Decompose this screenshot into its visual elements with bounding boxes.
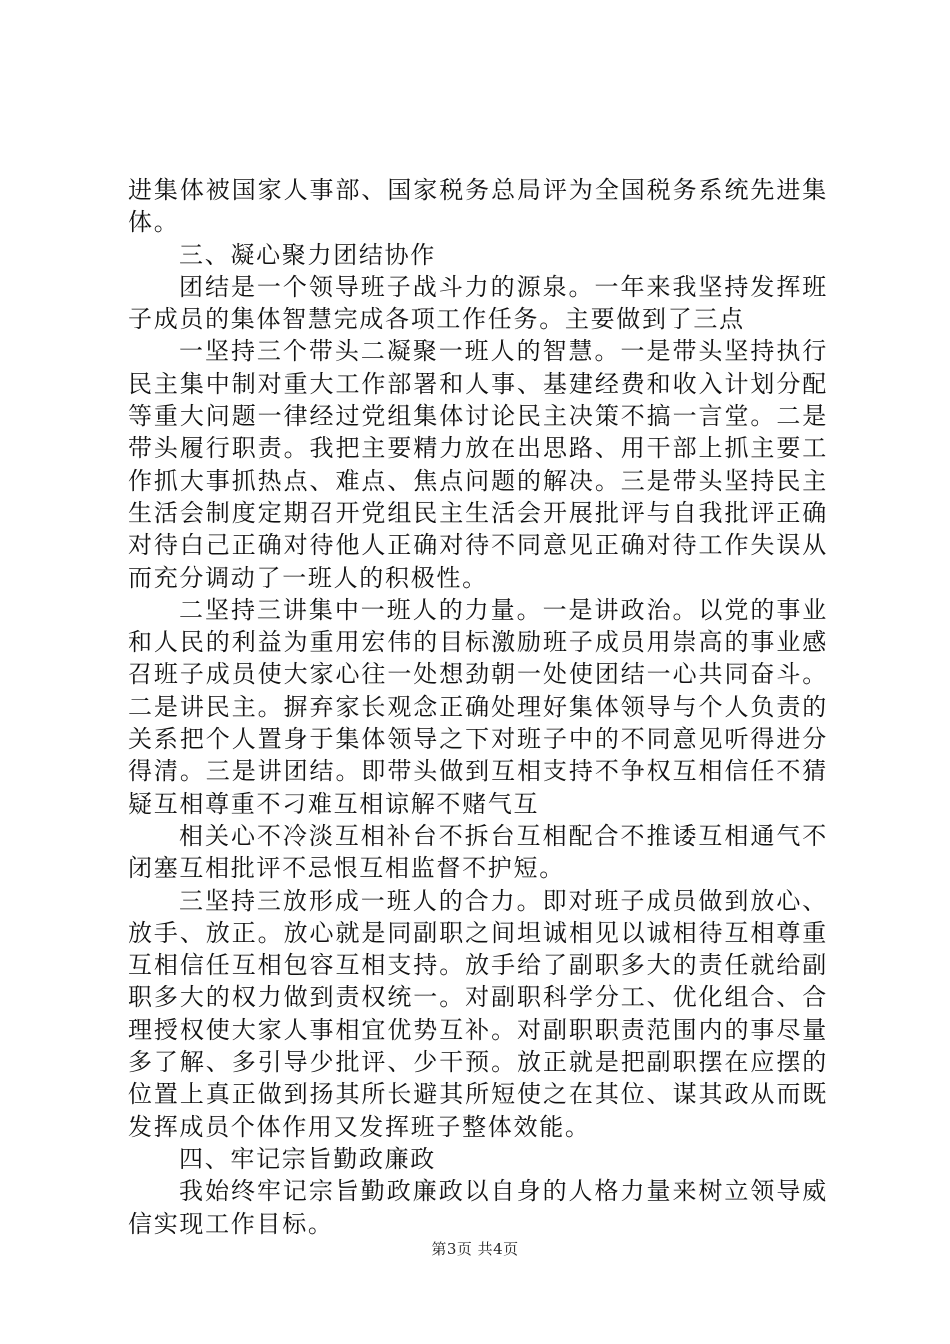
paragraph-integrity: 我始终牢记宗旨勤政廉政以自身的人格力量来树立领导威信实现工作目标。 xyxy=(128,1177,828,1238)
paragraph-mutual-care: 相关心不冷淡互相补台不拆台互相配合不推诿互相通气不闭塞互相批评不忌恨互相监督不护短。 xyxy=(128,821,828,883)
document-body xyxy=(128,174,828,1240)
paragraph-three-releases: 三坚持三放形成一班人的合力。即对班子成员做到放心、放手、放正。放心就是同副职之间坦诚相见以诚相待互相尊重互相信任互相包容互相支持。放手给了副职多大的责任就给副职多大的权力做到责权统一。对副职科学分工、优化组合、合理授权使大家人事相宜优势互补。对副职职责范围内的事尽量多了解、多引导少批评、少干预。放正就是把副职摆在应摆的位置上真正做到扬其所长避其所短使之在其位、谋其政从而既发挥成员个体作用又发挥班子整体效能。 xyxy=(128,886,828,1141)
section-heading-4: 四、牢记宗旨勤政廉政 xyxy=(179,1144,436,1173)
paragraph-unity-intro: 团结是一个领导班子战斗力的源泉。一年来我坚持发挥班子成员的集体智慧完成各项工作任务。主要做到了三点 xyxy=(128,272,828,334)
paragraph-three-talks: 二坚持三讲集中一班人的力量。一是讲政治。以党的事业和人民的利益为重用宏伟的目标激励班子成员用崇高的事业感召班子成员使大家心往一处想劲朝一处使团结一心共同奋斗。二是讲民主。摒弃家长观念正确处理好集体领导与个人负责的关系把个人置身于集体领导之下对班子中的不同意见听得进分得清。三是讲团结。即带头做到互相支持不争权互相信任不猜疑互相尊重不刁难互相谅解不赌气互 xyxy=(128,595,828,818)
page-footer: 第3页 共4页 xyxy=(431,1240,519,1258)
section-heading-3: 三、凝心聚力团结协作 xyxy=(179,240,436,269)
paragraph-continuation: 进集体被国家人事部、国家税务总局评为全国税务系统先进集体。 xyxy=(128,176,828,237)
paragraph-three-leads: 一坚持三个带头二凝聚一班人的智慧。一是带头坚持执行民主集中制对重大工作部署和人事、基建经费和收入计划分配等重大问题一律经过党组集体讨论民主决策不搞一言堂。二是带头履行职责。我把主要精力放在出思路、用干部上抓主要工作抓大事抓热点、难点、焦点问题的解决。三是带头坚持民主生活会制度定期召开党组民主生活会开展批评与自我批评正确对待白己正确对待他人正确对待不同意见正确对待工作失误从而充分调动了一班人的积极性。 xyxy=(128,337,828,592)
